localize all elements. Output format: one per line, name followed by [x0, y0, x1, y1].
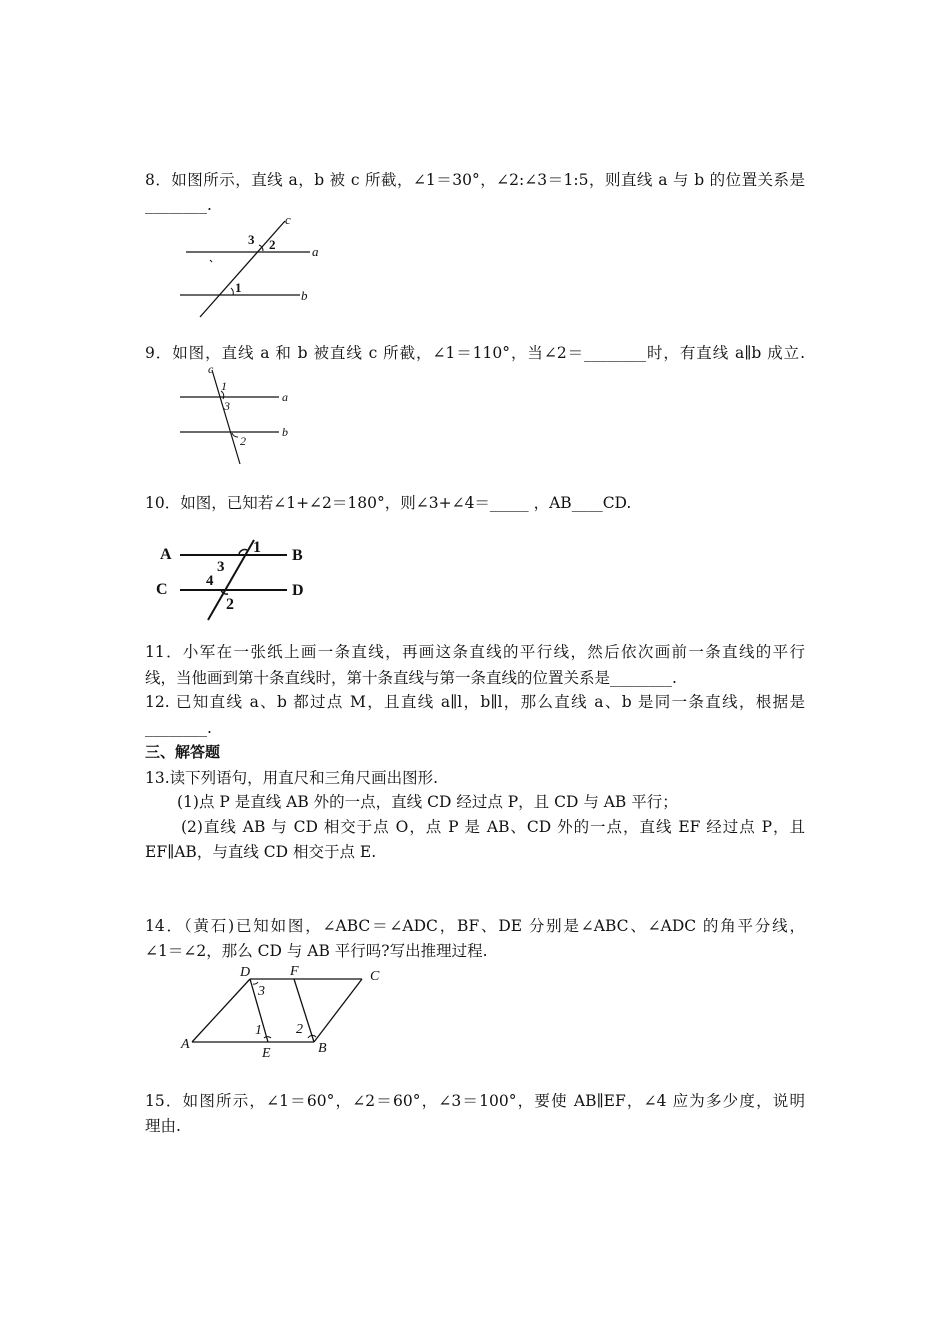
q14-fig-label-B: B [318, 1041, 327, 1056]
q11-text-line1: 11．小军在一张纸上画一条直线，再画这条直线的平行线，然后依次画前一条直线的平行 [145, 643, 805, 661]
q8-fig-label-b: b [301, 288, 308, 303]
q10-fig-angle-3: 3 [217, 559, 225, 575]
q14-fig-label-D: D [240, 965, 251, 980]
q10-fig-label-D: D [292, 582, 304, 599]
q9-fig-label-c: c [208, 362, 214, 376]
q15-text-line2: 理由. [145, 1117, 181, 1135]
q12-text-line1: 12. 已知直线 a、b 都过点 M，且直线 a∥l，b∥l，那么直线 a、b 是同一条直线，根据是 [145, 693, 805, 711]
q10-fig-label-C: C [156, 581, 168, 598]
q9-figure [175, 362, 305, 465]
q14-fig-label-F: F [290, 964, 299, 979]
q10-fig-angle-4: 4 [206, 573, 214, 589]
q14-text-line2: ∠1＝∠2，那么 CD 与 AB 平行吗?写出推理过程. [145, 942, 488, 960]
q14-fig-label-A: A [181, 1037, 190, 1052]
q13-text-line4: EF∥AB，与直线 CD 相交于点 E. [145, 843, 377, 861]
q9-fig-angle-2: 2 [240, 434, 246, 448]
q13-text-line2: (1)点 P 是直线 AB 外的一点，直线 CD 经过点 P，且 CD 与 AB 平行； [177, 793, 678, 811]
q10-text-line1: 10．如图，已知若∠1+∠2＝180°，则∠3+∠4＝_____ ，AB____CD. [145, 494, 632, 512]
q13-text-line1: 13.读下列语句，用直尺和三角尺画出图形. [145, 769, 439, 787]
q10-fig-label-A: A [160, 546, 172, 563]
q8-fig-angle-3: 3 [248, 232, 255, 247]
q15-text-line1: 15．如图所示，∠1＝60°，∠2＝60°，∠3＝100°，要使 AB∥EF，∠4 应为多少度，说明 [145, 1092, 805, 1110]
q11-text-line2: 线，当他画到第十条直线时，第十条直线与第一条直线的位置关系是________. [145, 669, 677, 687]
q10-figure [150, 532, 320, 622]
q10-fig-label-B: B [292, 547, 303, 564]
q9-text-line1: 9．如图，直线 a 和 b 被直线 c 所截，∠1＝110°，当∠2＝________时，有直线 a∥b 成立. [145, 344, 805, 362]
q8-text-line2: ________. [145, 196, 212, 214]
q13-text-line3: (2)直线 AB 与 CD 相交于点 O，点 P 是 AB、CD 外的一点，直线 EF 经过点 P，且 [181, 818, 805, 836]
q12-text-line2: ________. [145, 719, 212, 737]
q9-fig-angle-3: 3 [224, 399, 230, 413]
q14-text-line1: 14．（黄石)已知如图，∠ABC＝∠ADC，BF、DE 分别是∠ABC、∠ADC 的角平分线， [145, 917, 805, 935]
q14-figure [178, 962, 398, 1062]
q8-fig-angle-2: 2 [269, 237, 276, 252]
q14-fig-angle-2: 2 [296, 1022, 303, 1037]
q8-fig-angle-1: 1 [235, 280, 242, 295]
q14-fig-angle-3: 3 [258, 984, 265, 999]
q9-fig-angle-1: 1 [221, 379, 227, 393]
q14-fig-angle-1: 1 [255, 1023, 262, 1038]
q8-fig-label-c: c [285, 212, 291, 227]
q10-fig-angle-2: 2 [226, 596, 234, 613]
q8-text-line1: 8．如图所示，直线 a，b 被 c 所截，∠1＝30°，∠2:∠3＝1:5，则直线 a 与 b 的位置关系是 [145, 171, 805, 189]
q9-fig-label-b: b [282, 425, 288, 439]
q14-fig-label-C: C [370, 969, 380, 984]
q14-fig-label-E: E [262, 1046, 271, 1061]
q10-fig-angle-1: 1 [253, 539, 261, 556]
section-3-heading: 三、解答题 [145, 743, 221, 761]
q8-figure [178, 213, 338, 318]
q8-fig-label-a: a [312, 244, 319, 259]
q9-fig-label-a: a [282, 390, 288, 404]
